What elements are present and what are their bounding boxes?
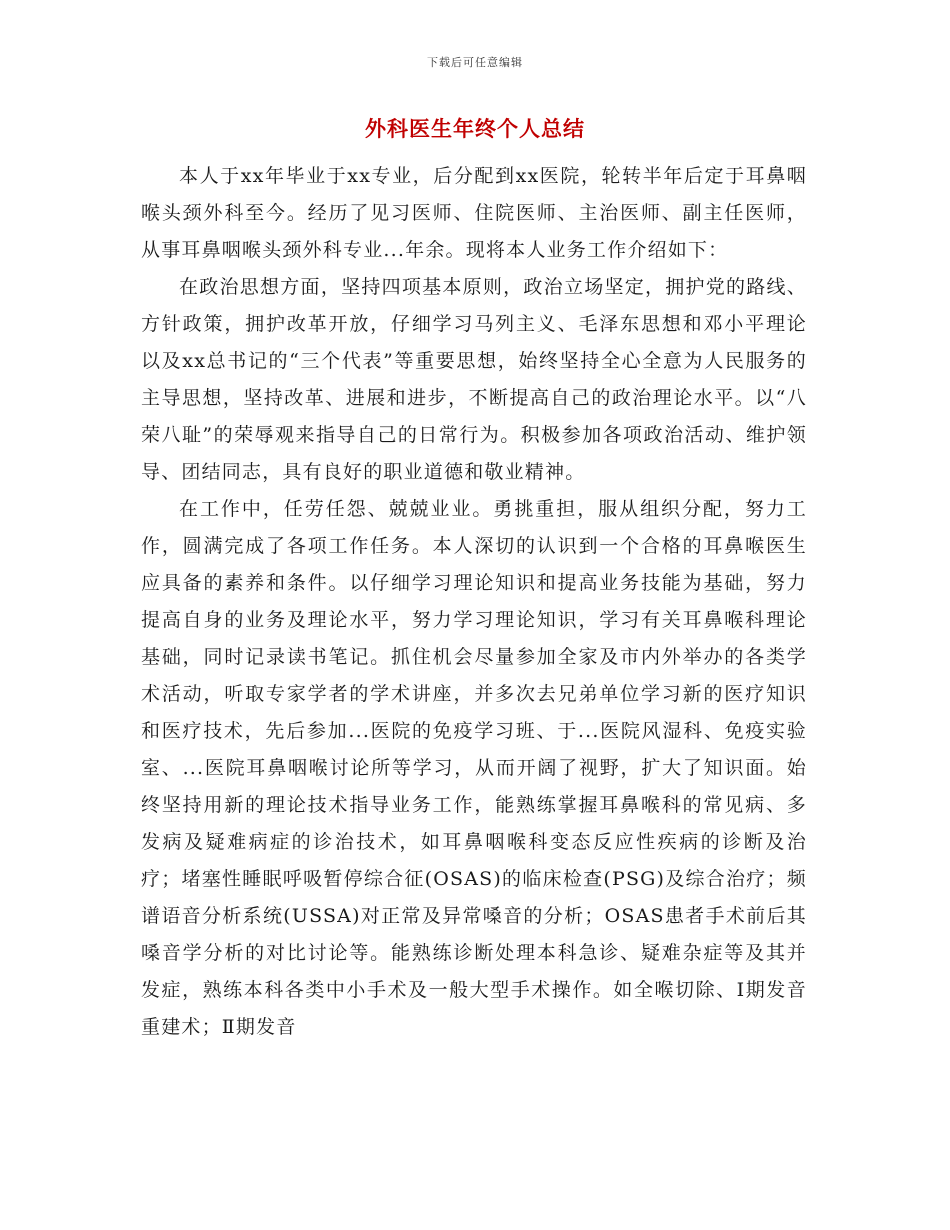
paragraph-work: 在工作中，任劳任怨、兢兢业业。勇挑重担，服从组织分配，努力工作，圆满完成了各项工作任务。本人深切的认识到一个合格的耳鼻喉医生应具备的素养和条件。以仔细学习理论知识和提高业务技能为基础，努力提高自身的业务及理论水平，努力学习理论知识，学习有关耳鼻喉科理论基础，同时记录读书笔记。抓住机会尽量参加全家及市内外举办的各类学术活动，听取专家学者的学术讲座，并多次去兄弟单位学习新的医疗知识和医疗技术，先后参加...医院的免疫学习班、于...医院风湿科、免疫实验室、...医院耳鼻咽喉讨论所等学习，从而开阔了视野，扩大了知识面。始终坚持用新的理论技术指导业务工作，能熟练掌握耳鼻喉科的常见病、多发病及疑难病症的诊治技术，如耳鼻咽喉科变态反应性疾病的诊断及治疗；堵塞性睡眠呼吸暂停综合征(OSAS)的临床检查(PSG)及综合治疗；频谱语音分析系统(USSA)对正常及异常嗓音的分析；OSAS患者手术前后其嗓音学分析的对比讨论等。能熟练诊断处理本科急诊、疑难杂症等及其并发症，熟练本科各类中小手术及一般大型手术操作。如全喉切除、Ⅰ期发音重建术；Ⅱ期发音 [141,498,807,1038]
paragraph-politics: 在政治思想方面，坚持四项基本原则，政治立场坚定，拥护党的路线、方针政策，拥护改革开放，仔细学习马列主义、毛泽东思想和邓小平理论以及xx总书记的“三个代表”等重要思想，始终坚持全心全意为人民服务的主导思想，坚持改革、进展和进步，不断提高自己的政治理论水平。以“八荣八耻”的荣辱观来指导自己的日常行为。积极参加各项政治活动、维护领导、团结同志，具有良好的职业道德和敬业精神。 [141,276,807,483]
paragraph-intro: 本人于xx年毕业于xx专业，后分配到xx医院，轮转半年后定于耳鼻咽喉头颈外科至今。经历了见习医师、住院医师、主治医师、副主任医师，从事耳鼻咽喉头颈外科专业...年余。现将本人业务工作介绍如下： [141,165,807,261]
document-body [141,158,807,1046]
document-title: 外科医生年终个人总结 [365,116,585,141]
header-note: 下载后可任意编辑 [427,56,523,69]
